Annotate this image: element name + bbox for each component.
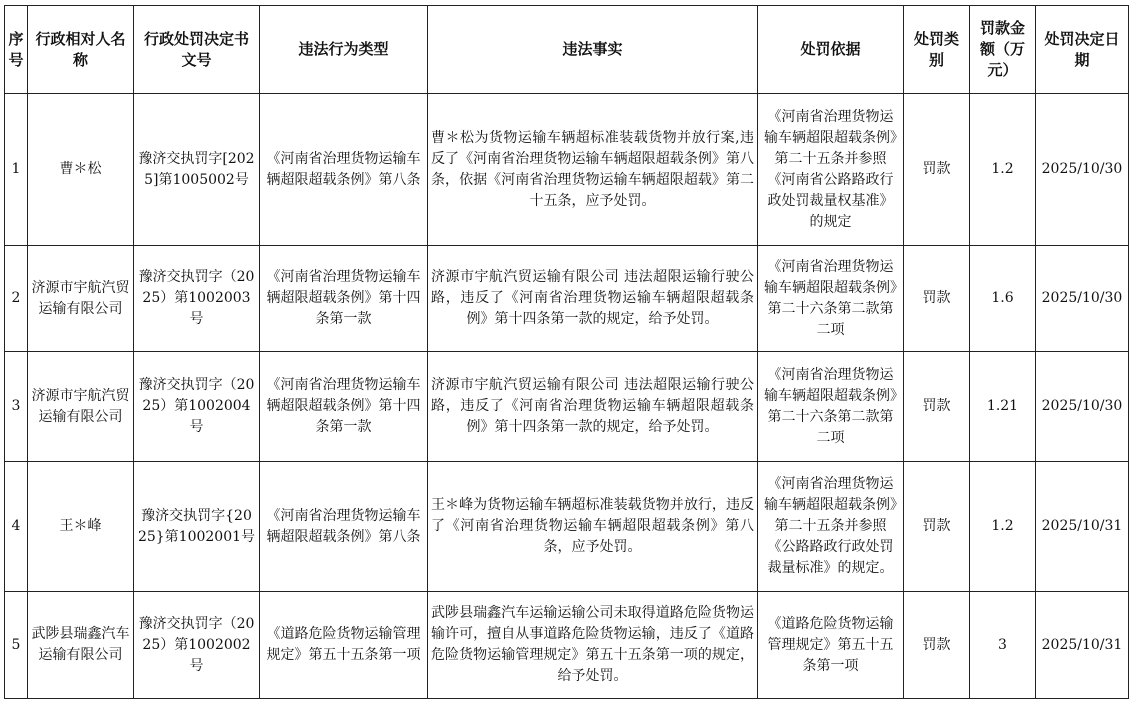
cell-party: 王＊峰 — [28, 462, 134, 592]
cell-basis: 《道路危险货物运输管理规定》第五十五条第一项 — [758, 592, 904, 699]
cell-date: 2025/10/30 — [1036, 246, 1129, 352]
cell-category: 罚款 — [904, 462, 970, 592]
cell-facts: 王＊峰为货物运输车辆超标准装载货物并放行，违反了《河南省治理货物运输车辆超限超载条例》第八条，应予处罚。 — [428, 462, 758, 592]
cell-doc-no: 豫济交执罚字（2025）第1002003号 — [134, 246, 260, 352]
cell-doc-no: 豫济交执罚字[2025]第1005002号 — [134, 94, 260, 246]
cell-amount: 1.2 — [970, 94, 1036, 246]
cell-amount: 1.6 — [970, 246, 1036, 352]
header-basis: 处罚依据 — [758, 6, 904, 94]
cell-no: 5 — [5, 592, 28, 699]
cell-facts: 济源市宇航汽贸运输有限公司 违法超限运输行驶公路，违反了《河南省治理货物运输车辆超限超载条例》第十四条第一款的规定，给予处罚。 — [428, 246, 758, 352]
table-row — [5, 94, 1129, 246]
cell-no: 2 — [5, 246, 28, 352]
cell-doc-no: 豫济交执罚字（2025）第1002004号 — [134, 352, 260, 462]
table-row — [5, 462, 1129, 592]
cell-amount: 1.2 — [970, 462, 1036, 592]
cell-violation-type: 《河南省治理货物运输车辆超限超载条例》第八条 — [260, 462, 428, 592]
cell-violation-type: 《河南省治理货物运输车辆超限超载条例》第十四条第一款 — [260, 352, 428, 462]
header-row — [5, 6, 1129, 94]
cell-facts: 武陟县瑞鑫汽车运输运输公司未取得道路危险货物运输许可，擅自从事道路危险货物运输，违反了《道路危险货物运输管理规定》第五十五条第一项的规定，给予处罚。 — [428, 592, 758, 699]
header-no: 序号 — [5, 6, 28, 94]
cell-category: 罚款 — [904, 94, 970, 246]
table-row — [5, 352, 1129, 462]
cell-no: 3 — [5, 352, 28, 462]
cell-party: 济源市宇航汽贸运输有限公司 — [28, 246, 134, 352]
header-violation-type: 违法行为类型 — [260, 6, 428, 94]
cell-basis: 《河南省治理货物运输车辆超限超载条例》第二十五条并参照《河南省公路路政行政处罚裁量权基准》的规定 — [758, 94, 904, 246]
cell-facts: 济源市宇航汽贸运输有限公司 违法超限运输行驶公路，违反了《河南省治理货物运输车辆超限超载条例》第十四条第一款的规定，给予处罚。 — [428, 352, 758, 462]
cell-date: 2025/10/31 — [1036, 462, 1129, 592]
cell-no: 1 — [5, 94, 28, 246]
cell-date: 2025/10/30 — [1036, 94, 1129, 246]
cell-party: 济源市宇航汽贸运输有限公司 — [28, 352, 134, 462]
cell-category: 罚款 — [904, 352, 970, 462]
cell-party: 武陟县瑞鑫汽车运输有限公司 — [28, 592, 134, 699]
cell-facts: 曹＊松为货物运输车辆超标准装载货物并放行案,违反了《河南省治理货物运输车辆超限超载条例》第八条，依据《河南省治理货物运输车辆超限超载》第二十五条，应予处罚。 — [428, 94, 758, 246]
header-doc-no: 行政处罚决定书文号 — [134, 6, 260, 94]
header-category: 处罚类别 — [904, 6, 970, 94]
cell-basis: 《河南省治理货物运输车辆超限超载条例》第二十六条第二款第二项 — [758, 246, 904, 352]
cell-date: 2025/10/30 — [1036, 352, 1129, 462]
header-facts: 违法事实 — [428, 6, 758, 94]
penalty-table — [4, 5, 1129, 699]
cell-amount: 1.21 — [970, 352, 1036, 462]
table-row — [5, 246, 1129, 352]
cell-violation-type: 《河南省治理货物运输车辆超限超载条例》第八条 — [260, 94, 428, 246]
cell-amount: 3 — [970, 592, 1036, 699]
cell-violation-type: 《河南省治理货物运输车辆超限超载条例》第十四条第一款 — [260, 246, 428, 352]
cell-basis: 《河南省治理货物运输车辆超限超载条例》第二十五条并参照《公路路政行政处罚裁量标准》的规定。 — [758, 462, 904, 592]
cell-doc-no: 豫济交执罚字（2025）第1002002号 — [134, 592, 260, 699]
cell-category: 罚款 — [904, 246, 970, 352]
cell-doc-no: 豫济交执罚字{2025}第1002001号 — [134, 462, 260, 592]
header-date: 处罚决定日期 — [1036, 6, 1129, 94]
cell-category: 罚款 — [904, 592, 970, 699]
cell-violation-type: 《道路危险货物运输管理规定》第五十五条第一项 — [260, 592, 428, 699]
header-party: 行政相对人名称 — [28, 6, 134, 94]
cell-date: 2025/10/31 — [1036, 592, 1129, 699]
cell-no: 4 — [5, 462, 28, 592]
cell-basis: 《河南省治理货物运输车辆超限超载条例》第二十六条第二款第二项 — [758, 352, 904, 462]
table-row — [5, 592, 1129, 699]
cell-party: 曹＊松 — [28, 94, 134, 246]
header-amount: 罚款金额（万元） — [970, 6, 1036, 94]
